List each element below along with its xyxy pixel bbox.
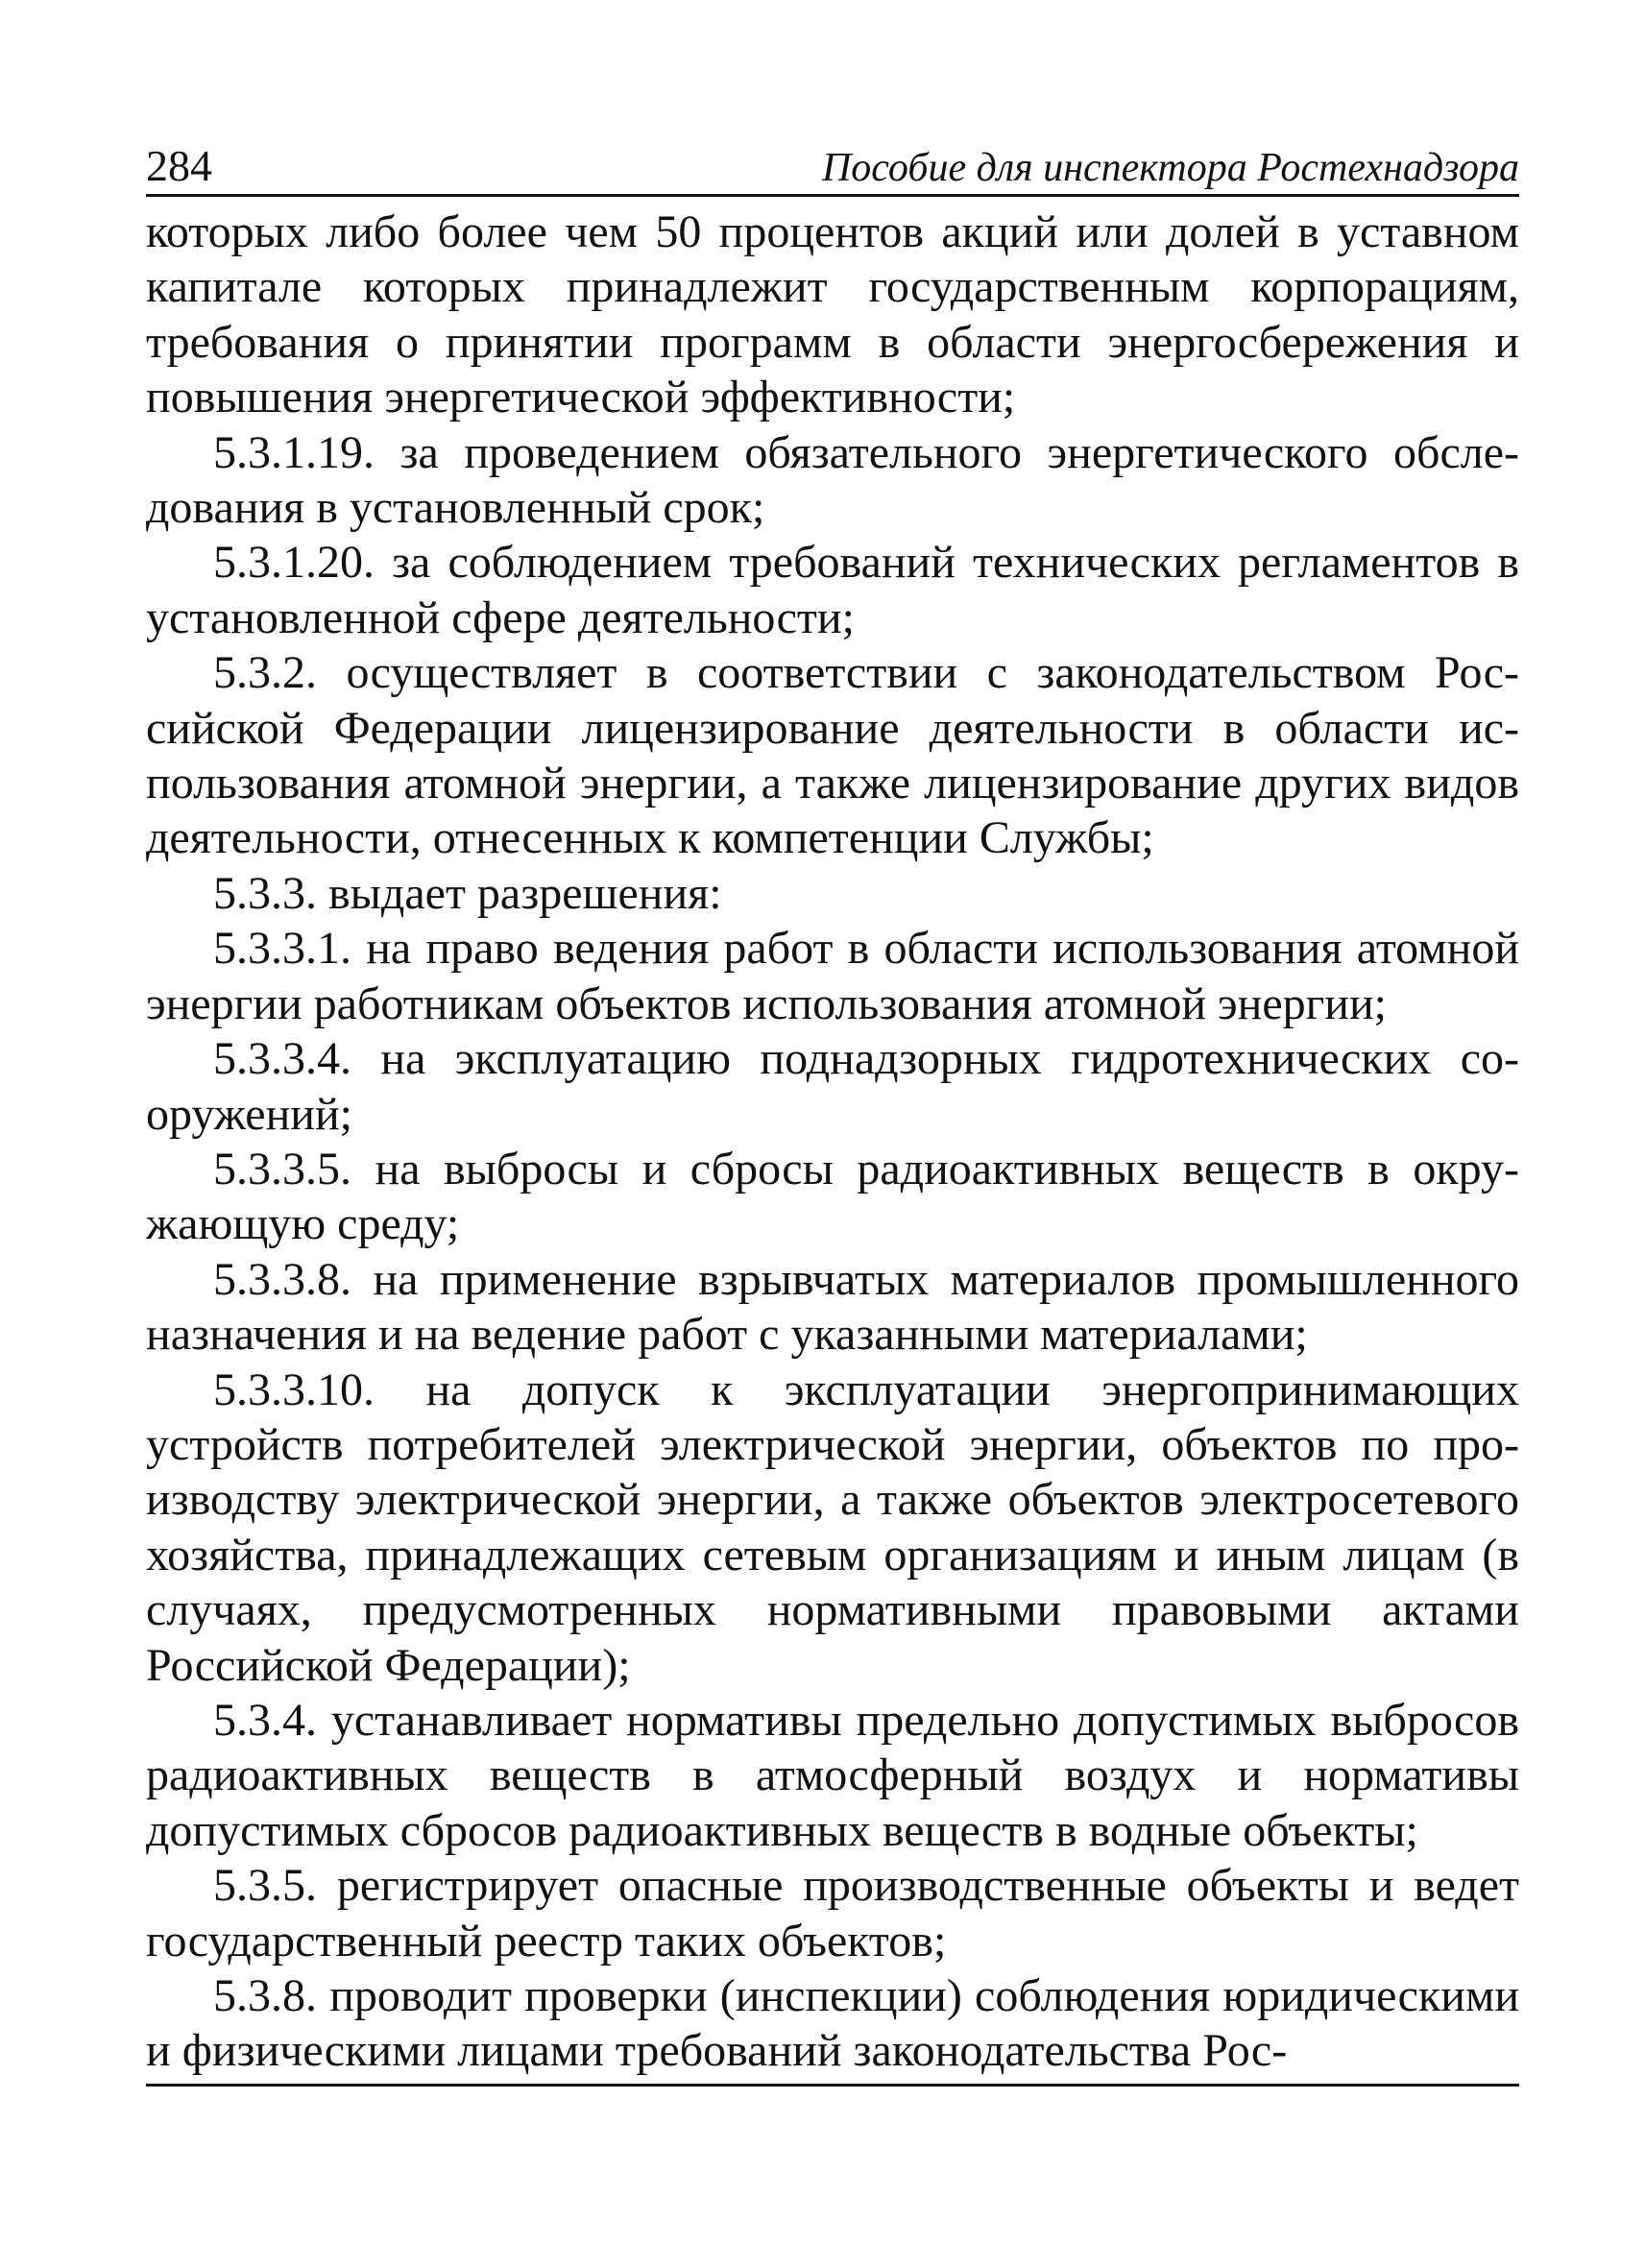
paragraph-5-3-2: 5.3.2. осуществляет в соответствии с законодательством Российской Федерации лицензирование деятельности в области использования атомной энергии, а также лицензирование других видов деятельности, отнесенных к компетенции Службы;	[146, 647, 1519, 864]
page-number: 284	[146, 141, 212, 190]
book-page	[146, 134, 1519, 2079]
page-header	[146, 134, 1519, 197]
paragraph-5-3-3: 5.3.3. выдает разрешения:	[213, 867, 722, 919]
paragraph-continuation: которых либо более чем 50 процентов акций или долей в уставном капитале которых принадлежит государственным корпорациям, требования о принятии программ в области энергосбережения и повышения энергетической эффективности;	[146, 206, 1519, 423]
paragraph-5-3-3-8: 5.3.3.8. на применение взрывчатых материалов промышленного назначения и на ведение работ с указанными материалами;	[146, 1253, 1519, 1361]
paragraph-5-3-3-10: 5.3.3.10. на допуск к эксплуатации энергопринимающих устройств потребителей электрической энергии, объектов по производству электрической энергии, а также объектов электросетевого хозяйства, принадлежащих сетевым организациям и иным лицам (в случаях, предусмотренных нормативными правовыми актами Российской Федерации);	[146, 1363, 1519, 1691]
paragraph-5-3-3-1: 5.3.3.1. на право ведения работ в области использования атомной энергии работникам объектов использования атомной энергии;	[146, 923, 1519, 1029]
paragraph-5-3-3-4: 5.3.3.4. на эксплуатацию поднадзорных гидротехнических сооружений;	[146, 1033, 1519, 1140]
paragraph-5-3-3-5: 5.3.3.5. на выбросы и сбросы радиоактивных веществ в окружающую среду;	[146, 1143, 1519, 1250]
footer-rule	[146, 2084, 1519, 2087]
paragraph-5-3-1-19: 5.3.1.19. за проведением обязательного энергетического обследования в установленный срок;	[146, 426, 1519, 534]
paragraph-5-3-8: 5.3.8. проводит проверки (инспекции) соблюдения юридическими и физическими лицами требований законодательства Рос-	[146, 1970, 1519, 2077]
paragraph-5-3-4: 5.3.4. устанавливает нормативы предельно допустимых выбросов радиоактивных веществ в атмосферный воздух и нормативы допустимых сбросов радиоактивных веществ в водные объекты;	[146, 1694, 1519, 1856]
body-text	[146, 205, 1519, 2079]
paragraph-5-3-1-20: 5.3.1.20. за соблюдением требований технических регламентов в установленной сфере деятельности;	[146, 537, 1519, 643]
running-title: Пособие для инспектора Ростехнадзора	[821, 146, 1519, 190]
paragraph-5-3-5: 5.3.5. регистрирует опасные производственные объекты и ведет государственный реестр таких объектов;	[146, 1860, 1519, 1966]
